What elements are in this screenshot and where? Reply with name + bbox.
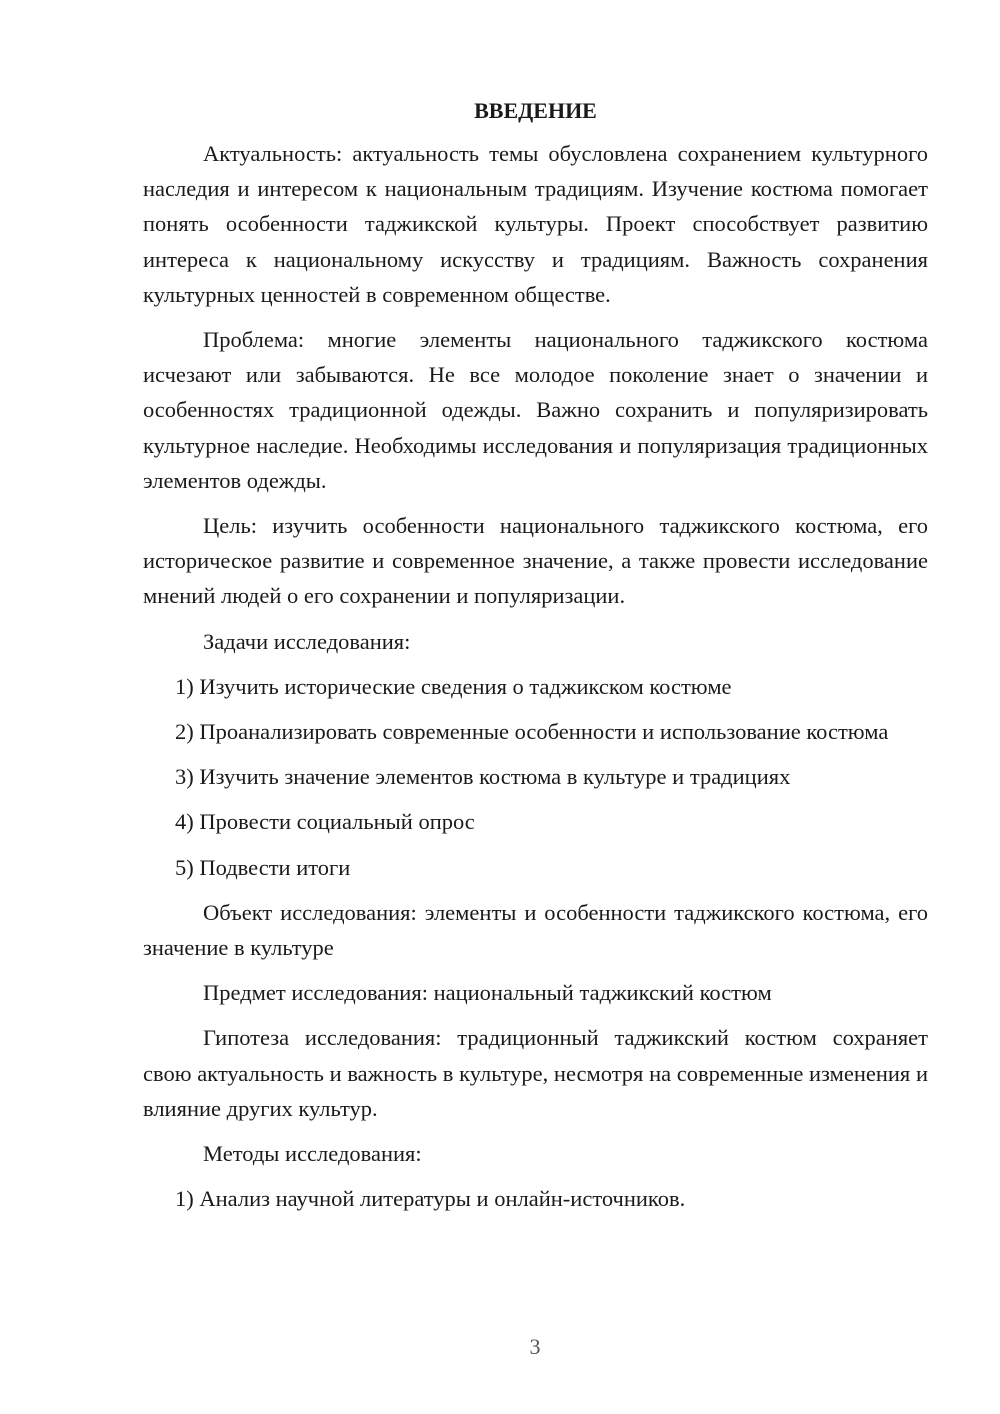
method-item: 1) Анализ научной литературы и онлайн-источников. bbox=[175, 1186, 686, 1212]
tasks-label: Задачи исследования: bbox=[203, 628, 411, 654]
goal-paragraph: Цель: изучить особенности национального таджикского костюма, его историческое развитие и современное значение, а также провести исследование мнений людей о его сохранении и популяризации. bbox=[143, 513, 928, 609]
task-item: 5) Подвести итоги bbox=[175, 854, 351, 880]
subject-paragraph: Предмет исследования: национальный таджикский костюм bbox=[203, 980, 772, 1006]
task-item: 4) Провести социальный опрос bbox=[175, 809, 475, 835]
task-item: 3) Изучить значение элементов костюма в культуре и традициях bbox=[175, 764, 791, 790]
problem-paragraph: Проблема: многие элементы национального таджикского костюма исчезают или забываются. Не все молодое поколение знает о значении и особенностях традиционной одежды. Важно сохранить и популяризировать культурное наследие. Необходимы исследования и популяризация традиционных элементов одежды. bbox=[143, 327, 928, 493]
relevance-paragraph: Актуальность: актуальность темы обусловлена сохранением культурного наследия и интересом к национальным традициям. Изучение костюма помогает понять особенности таджикской культуры. Проект способствует развитию интереса к национальному искусству и традициям. Важность сохранения культурных ценностей в современном обществе. bbox=[143, 141, 928, 307]
task-item: 1) Изучить исторические сведения о таджикском костюме bbox=[175, 673, 732, 699]
object-paragraph: Объект исследования: элементы и особенности таджикского костюма, его значение в культуре bbox=[143, 899, 928, 961]
methods-label: Методы исследования: bbox=[203, 1141, 422, 1167]
page-content bbox=[143, 96, 928, 1226]
task-item: 2) Проанализировать современные особенности и использование костюма bbox=[175, 719, 889, 745]
page-number: 3 bbox=[529, 1334, 541, 1359]
page-title: ВВЕДЕНИЕ bbox=[474, 98, 597, 123]
hypothesis-paragraph: Гипотеза исследования: традиционный таджикский костюм сохраняет свою актуальность и важность в культуре, несмотря на современные изменения и влияние других культур. bbox=[143, 1025, 928, 1121]
